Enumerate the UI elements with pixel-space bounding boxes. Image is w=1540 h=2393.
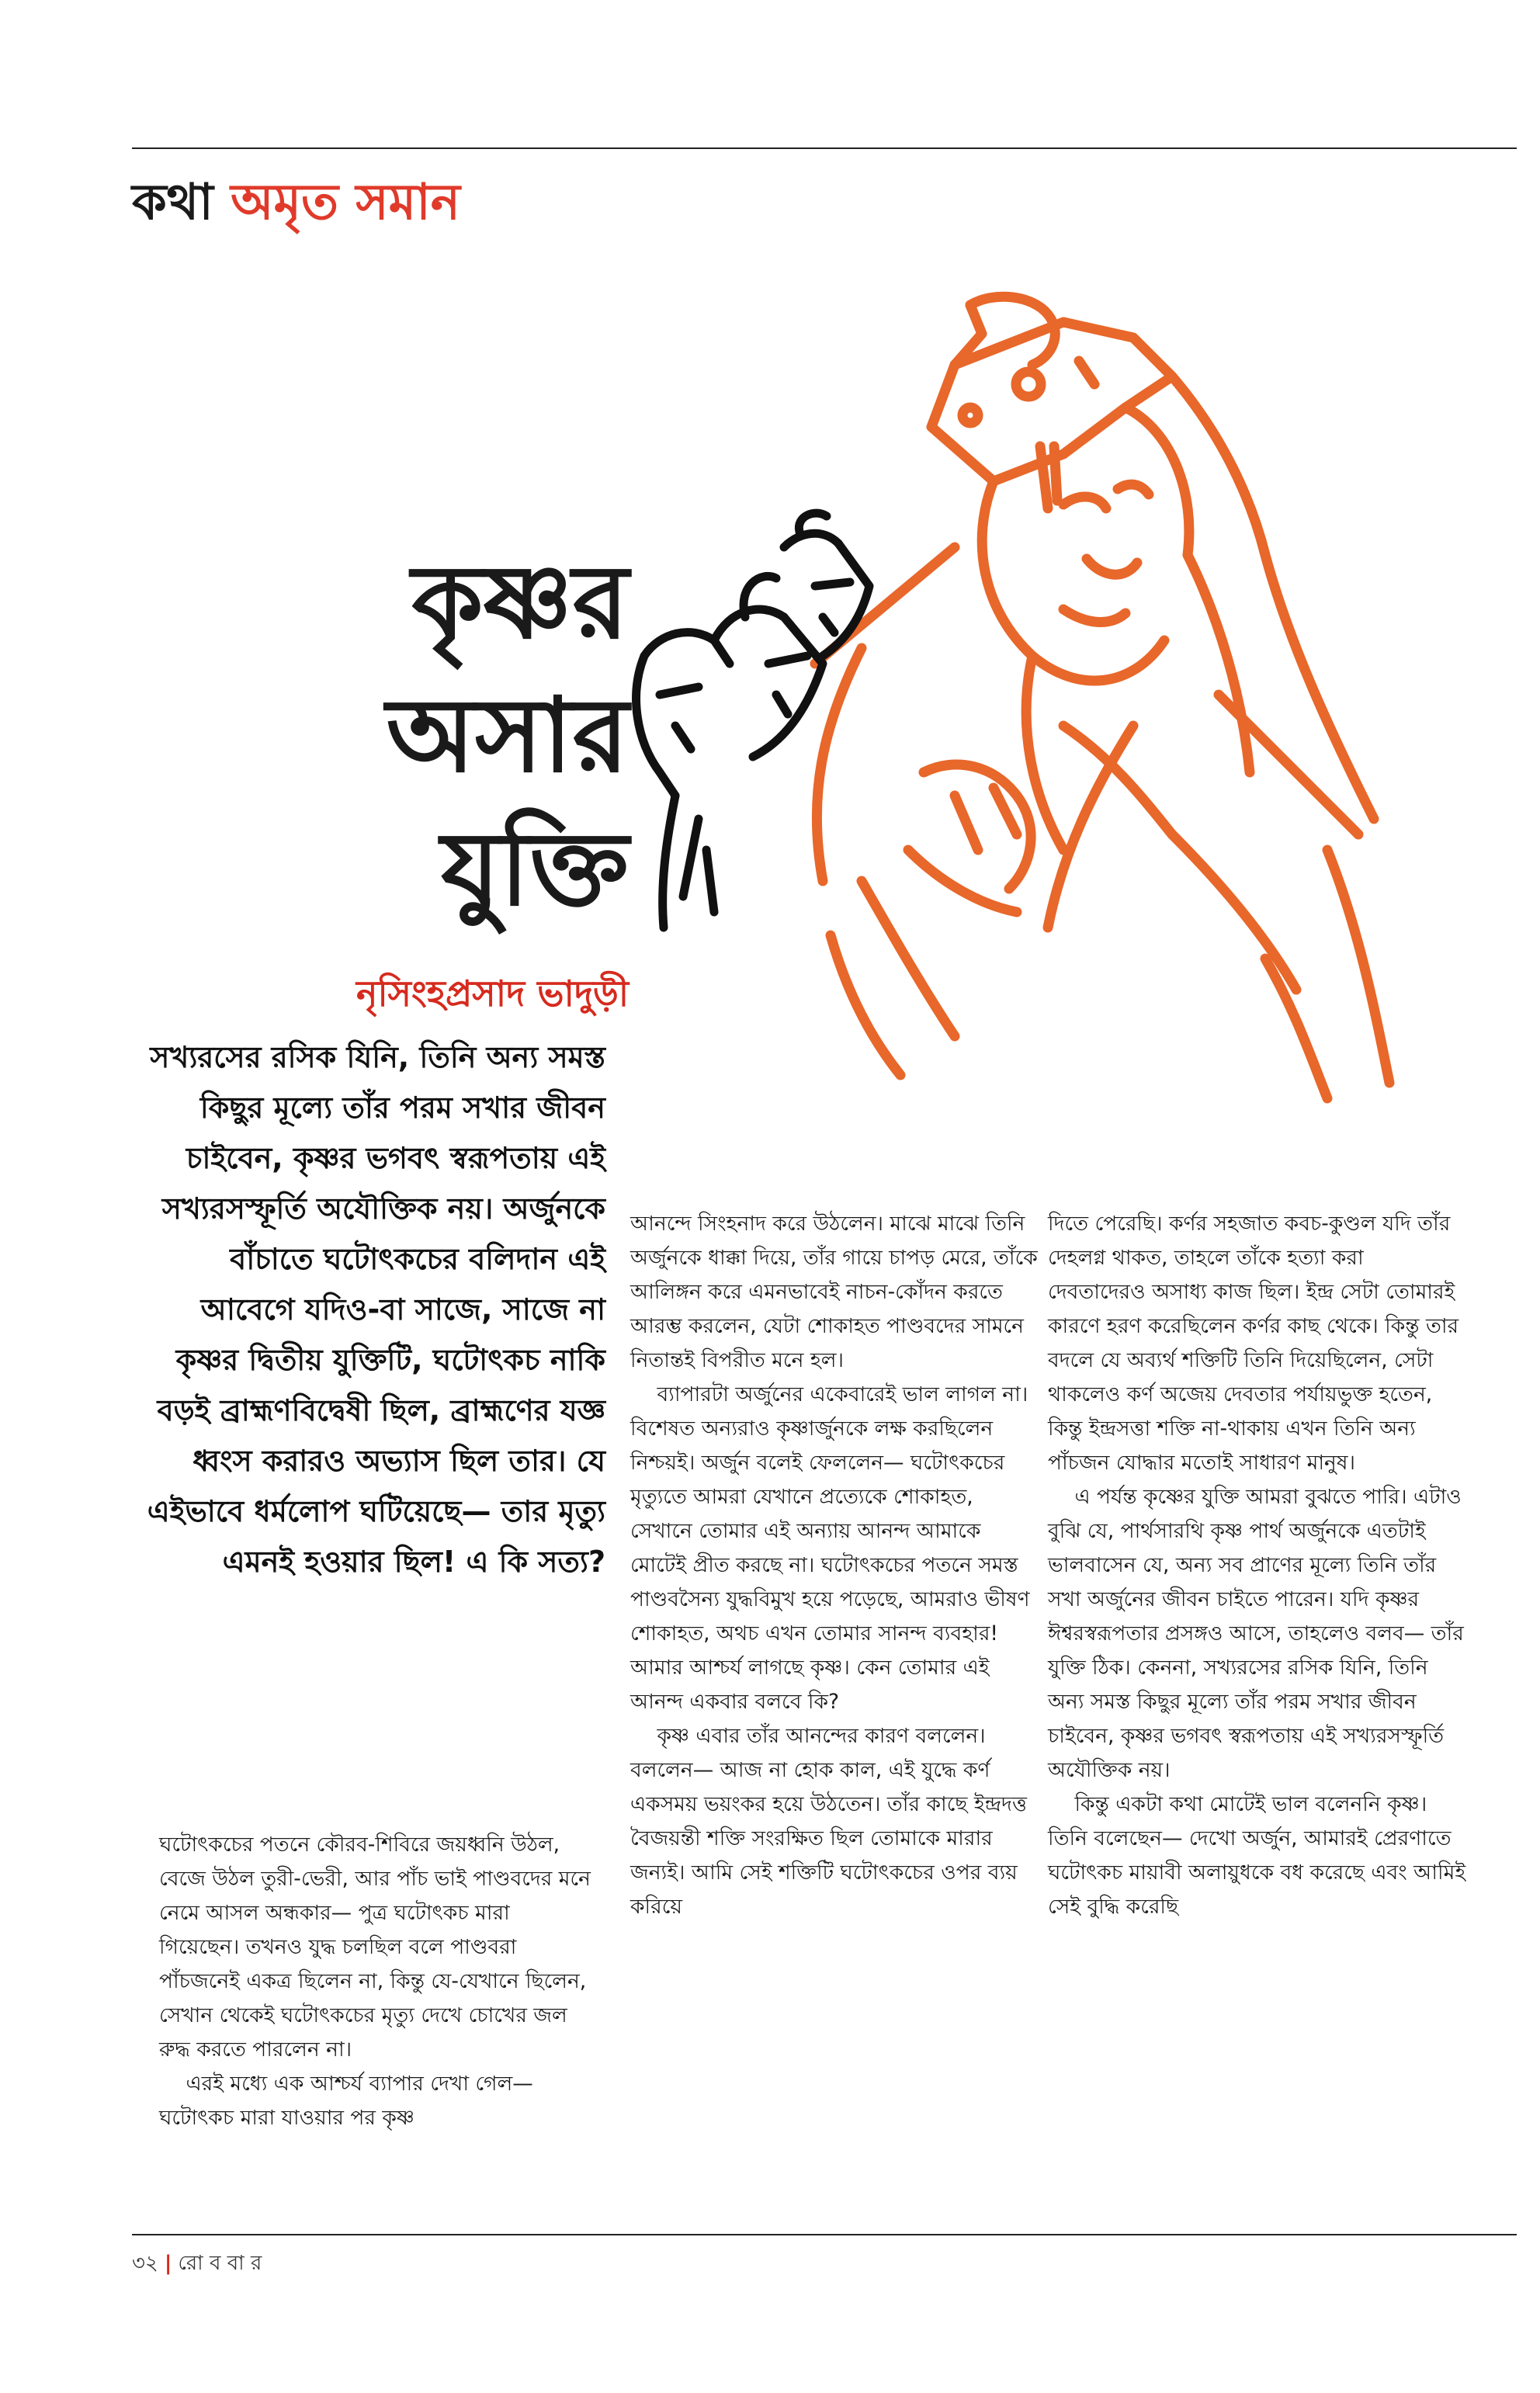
body-paragraph: ঘটোৎকচের পতনে কৌরব-শিবিরে জয়ধ্বনি উঠল, বেজে উঠল তুরী-ভেরী, আর পাঁচ ভাই পাণ্ডবদের মনে নেমে আসল অন্ধকার— পুত্র ঘটোৎকচ মারা গিয়েছেন। তখনও যুদ্ধ চলছিল বলে পাণ্ডবরা পাঁচজনেই একত্র ছিলেন না, কিন্তু যে-যেখানে ছিলেন, সেখান থেকেই ঘটোৎকচের মৃত্যু দেখে চোখের জল রুদ্ধ করতে পারলেন না। bbox=[159, 1833, 591, 2062]
body-paragraph: কৃষ্ণ এবার তাঁর আনন্দের কারণ বললেন। বললেন— আজ না হোক কাল, এই যুদ্ধে কর্ণ একসময় ভয়ংকর হয়ে উঠতেন। তাঁর কাছে ইন্দ্রদত্ত বৈজয়ন্তী শক্তি সংরক্ষিত ছিল তোমাকে মারার জন্যই। আমি সেই শক্তিটি ঘটোৎকচের ওপর ব্যয় করিয়ে bbox=[630, 1724, 1027, 1919]
section-header bbox=[132, 165, 460, 248]
standfirst-text: সখ্যরসের রসিক যিনি, তিনি অন্য সমস্ত কিছুর মূল্যে তাঁর পরম সখার জীবন চাইবেন, কৃষ্ণর ভগবৎ স্বরূপতায় এই সখ্যরসস্ফূর্তি অযৌক্তিক নয়। অর্জুনকে বাঁচাতে ঘটোৎকচের বলিদান এই আবেগে যদিও-বা সাজে, সাজে না কৃষ্ণর দ্বিতীয় যুক্তিটি, ঘটোৎকচ নাকি বড়ই ব্রাহ্মণবিদ্বেষী ছিল, ব্রাহ্মণের যজ্ঞ ধ্বংস করারও অভ্যাস ছিল তার। যে এইভাবে ধর্মলোপ ঘটিয়েছে— তার মৃত্যু এমনই হওয়ার ছিল! এ কি সত্য? bbox=[147, 1040, 605, 1579]
section-header-word2: অমৃত সমান bbox=[231, 174, 460, 231]
page-footer bbox=[132, 2247, 262, 2281]
body-column-1 bbox=[159, 1828, 594, 2135]
footer-separator: | bbox=[164, 2252, 172, 2275]
headline-line-2: অসার bbox=[386, 675, 629, 796]
body-paragraph: দিতে পেরেছি। কর্ণর সহজাত কবচ-কুণ্ডল যদি তাঁর দেহলগ্ন থাকত, তাহলে তাঁকে হত্যা করা দেবতাদেরও অসাধ্য কাজ ছিল। ইন্দ্র সেটা তোমারই কারণে হরণ করেছিলেন কর্ণর কাছ থেকে। কিন্তু তার বদলে যে অব্যর্থ শক্তিটি তিনি দিয়েছিলেন, সেটা থাকলেও কর্ণ অজেয় দেবতার পর্যায়ভুক্ত হতেন, কিন্তু ইন্দ্রসত্তা শক্তি না-থাকায় এখন তিনি অন্য পাঁচজন যোদ্ধার মতোই সাধারণ মানুষ। bbox=[1048, 1212, 1459, 1475]
headline-line-1: কৃষ্ণর bbox=[411, 542, 629, 662]
top-rule bbox=[132, 147, 1517, 149]
page-number: ৩২ bbox=[132, 2252, 158, 2275]
section-header-word1: কথা bbox=[132, 174, 213, 231]
publication-name: রো ব বা র bbox=[178, 2252, 262, 2275]
body-paragraph: কিন্তু একটা কথা মোটেই ভাল বলেননি কৃষ্ণ। তিনি বলেছেন— দেখো অর্জুন, আমারই প্রেরণাতে ঘটোৎকচ মায়াবী অলায়ুধকে বধ করেছে এবং আমিই সেই বুদ্ধি করেছি bbox=[1048, 1792, 1466, 1919]
body-column-3 bbox=[1048, 1207, 1467, 1924]
bottom-rule bbox=[132, 2234, 1517, 2235]
body-paragraph: আনন্দে সিংহনাদ করে উঠলেন। মাঝে মাঝে তিনি অর্জুনকে ধাক্কা দিয়ে, তাঁর গায়ে চাপড় মেরে, তাঁকে আলিঙ্গন করে এমনভাবেই নাচন-কোঁদন করতে আরম্ভ করলেন, যেটা শোকাহত পাণ্ডবদের সামনে নিতান্তই বিপরীত মনে হল। bbox=[630, 1212, 1038, 1372]
byline: নৃসিংহপ্রসাদ ভাদুড়ী bbox=[356, 973, 629, 1014]
body-paragraph: এ পর্যন্ত কৃষ্ণের যুক্তি আমরা বুঝতে পারি। এটাও বুঝি যে, পার্থসারথি কৃষ্ণ পার্থ অর্জুনকে এতটাই ভালবাসেন যে, অন্য সব প্রাণের মূল্যে তিনি তাঁর সখা অর্জুনের জীবন চাইতে পারেন। যদি কৃষ্ণর ঈশ্বরস্বরূপতার প্রসঙ্গও আসে, তাহলেও বলব— তাঁর যুক্তি ঠিক। কেননা, সখ্যরসের রসিক যিনি, তিনি অন্য সমস্ত কিছুর মূল্যে তাঁর পরম সখার জীবন চাইবেন, কৃষ্ণর ভগবৎ স্বরূপতায় এই সখ্যরসস্ফূর্তি অযৌক্তিক নয়। bbox=[1048, 1485, 1464, 1782]
headline-line-3: যুক্তি bbox=[440, 809, 629, 929]
body-column-2 bbox=[630, 1207, 1038, 1924]
body-paragraph: এরই মধ্যে এক আশ্চর্য ব্যাপার দেখা গেল— ঘটোৎকচ মারা যাওয়ার পর কৃষ্ণ bbox=[159, 2072, 533, 2130]
standfirst bbox=[140, 1032, 605, 1587]
krishna-arjuna-illustration bbox=[629, 291, 1540, 1110]
body-paragraph: ব্যাপারটা অর্জুনের একেবারেই ভাল লাগল না। বিশেষত অন্যরাও কৃষ্ণার্জুনকে লক্ষ করছিলেন নিশ্চয়ই। অর্জুন বলেই ফেললেন— ঘটোৎকচের মৃত্যুতে আমরা যেখানে প্রত্যেকে শোকাহত, সেখানে তোমার এই অন্যায় আনন্দ আমাকে মোটেই প্রীত করছে না। ঘটোৎকচের পতনে সমস্ত পাণ্ডবসৈন্য যুদ্ধবিমুখ হয়ে পড়েছে, আমরাও ভীষণ শোকাহত, অথচ এখন তোমার সানন্দ ব্যবহার! আমার আশ্চর্য লাগছে কৃষ্ণ। কেন তোমার এই আনন্দ একবার বলবে কি? bbox=[630, 1382, 1030, 1714]
headline bbox=[295, 536, 629, 936]
